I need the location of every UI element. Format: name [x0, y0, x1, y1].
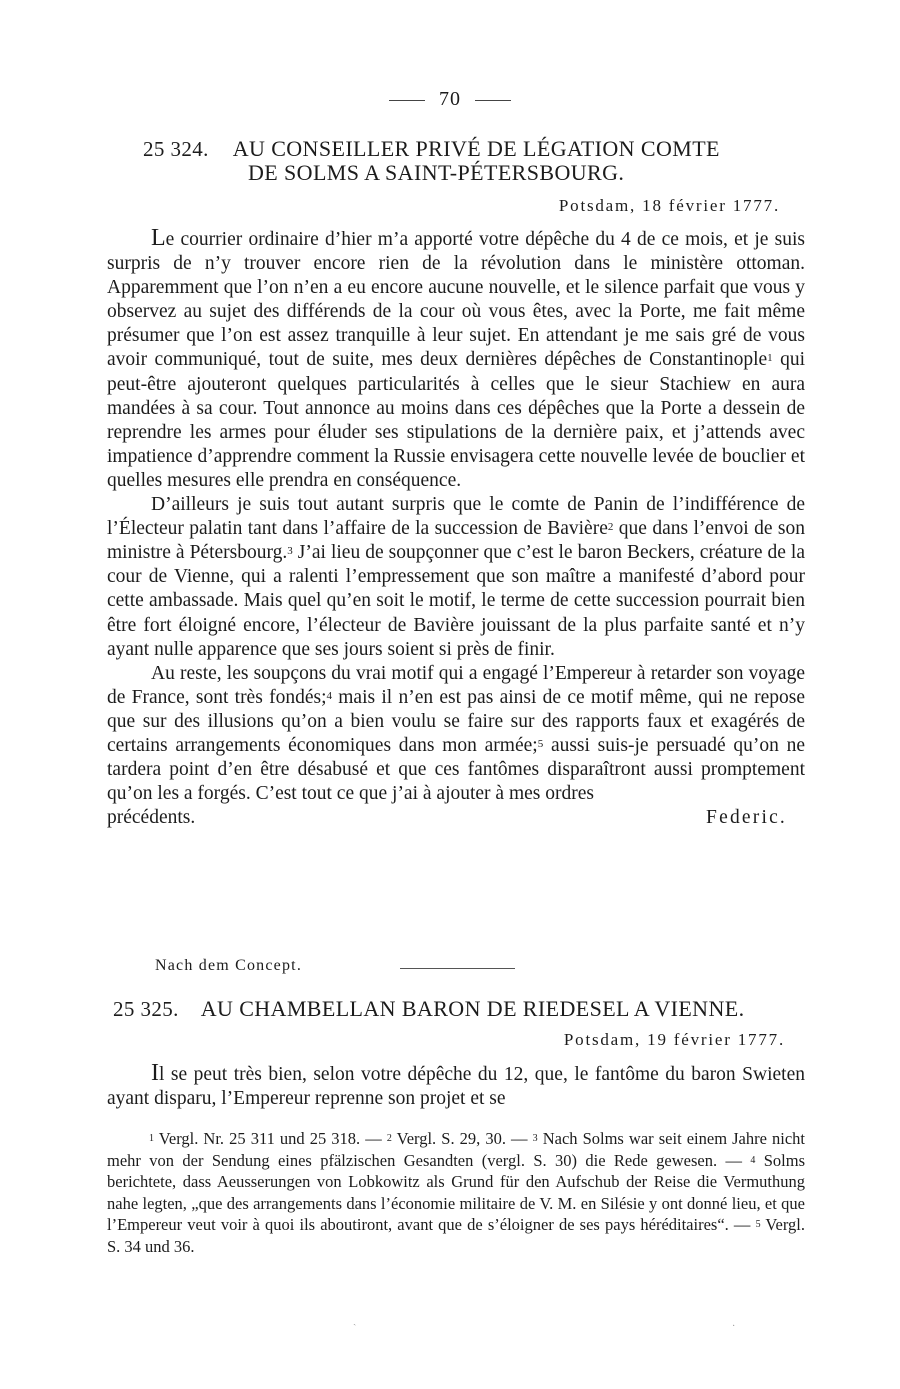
footnote-marker: 4: [750, 1154, 756, 1166]
paragraph-text: qui peut-être ajouteront quelques particularités à celles que le sieur Stachiew en aura mandées à sa cour. Tout annonce au moins dans ces dépêches que la Porte a dessein de reprendre les armes pour éluder ses stipulations de la dernière paix, et j’attends avec impatience d’apprendre comment la Russie envisagera cette nouvelle levée de bouclier et quelles mesures elle prendra en conséquence.: [107, 349, 805, 491]
page-number-left-rule: [389, 100, 425, 101]
page-number: [0, 88, 900, 111]
letter-paragraph: Il se peut très bien, selon votre dépêche du 12, que, le fantôme du baron Swieten ayant disparu, l’Empereur reprenne son projet et se: [107, 1060, 805, 1110]
footnote-text: Solms berichtete, dass Aeusserungen von Lobkowitz als Grund für den Aufschub der Reise die Vermuthung nahe legten, „que des arrangements dans l’économie militaire de V. M. en Silésie y ont donné lieu, et que l’Empereur veut voir à quoi ils aboutiront, avant que de s’éloigner de ses pays héréditaires“. —: [107, 1150, 805, 1234]
print-speck: ·: [732, 1321, 736, 1332]
letter-number: 25 324.: [143, 137, 209, 161]
closing-word: précédents.: [107, 807, 196, 829]
paragraph-text: que dans l’envoi de son ministre à Pétersbourg.: [107, 518, 805, 564]
footnote-marker: 2: [607, 521, 614, 534]
letter-number: 25 325.: [113, 997, 179, 1021]
paragraph-text: Au reste, les soupçons du vrai motif qui a engagé l’Empereur à retarder son voyage de France, sont très fondés;: [107, 662, 805, 708]
signature: Federic.: [706, 807, 787, 829]
paragraph-text: D’ailleurs je suis tout autant surpris que le comte de Panin de l’indifférence de l’Électeur palatin tant dans l’affaire de la succession de Bavière: [107, 494, 805, 540]
letter-separator: [400, 968, 515, 969]
page-number-right-rule: [475, 100, 511, 101]
letter-paragraph: [107, 226, 805, 493]
footnote-marker: 4: [326, 689, 332, 702]
letter-heading-line1: AU CONSEILLER PRIVÉ DE LÉGATION COMTE: [232, 136, 720, 161]
letter-paragraph: [107, 493, 805, 662]
footnote-marker: 3: [287, 545, 293, 558]
letter-body-25325: [107, 1061, 805, 1111]
footnote-block: [107, 1128, 805, 1257]
letter-heading-line1: AU CHAMBELLAN BARON DE RIEDESEL A VIENNE.: [200, 996, 745, 1021]
paragraph-text: Le courrier ordinaire d’hier m’a apporté votre dépêche du 4 de ce mois, et je suis surpris de n’y trouver encore rien de la révolution dans le ministère ottoman. Apparemment que l’on n’en a eu encore aucune nouvelle, et le silence parfait que vous y observez au sujet des différends de la cour où vous êtes, avec la Porte, me fait même présumer que l’on est assez tranquille à leur sujet. En attendant je me sais gré de vous avoir communiqué, tout de suite, mes deux dernières dépêches de Constantinople: [107, 225, 805, 371]
footnote-text: Vergl. S. 29, 30. —: [391, 1129, 533, 1148]
letter-heading-line2: DE SOLMS A SAINT-PÉTERSBOURG.: [248, 160, 625, 185]
footnote-text: Nach Solms war seit einem Jahre nicht mehr von der Sendung eines pfälzischen Gesandten (vergl. S. 30) die Rede gewesen. —: [107, 1129, 805, 1170]
footnote-marker: 2: [386, 1133, 392, 1144]
footnote-marker: 3: [532, 1133, 538, 1144]
paragraph-text: aussi suis-je persuadé qu’on ne tardera point d’en être désabusé et que ces fantômes disparaîtront aussi promptement qu’on les a forgés. C’est tout ce que j’ai à ajouter à mes ordres: [107, 734, 805, 805]
footnote-marker: 1: [149, 1133, 154, 1144]
footnote-text: Vergl. S. 34 und 36.: [107, 1215, 805, 1256]
paragraph-text: J’ai lieu de soupçonner que c’est le baron Beckers, créature de la cour de Vienne, qui a ralenti l’empressement que son maître a manifesté d’abord pour cette ambassade. Mais quel qu’en soit le motif, le terme de cette succession pourrait bien être fort éloigné encore, l’électeur de Bavière jouissant de la plus parfaite santé et n’y ayant nulle apparence que ses jours soient si près de finir.: [107, 542, 805, 660]
letter-dateline: Potsdam, 19 février 1777.: [563, 1030, 785, 1049]
footnote-marker: 5: [537, 737, 544, 750]
source-note: Nach dem Concept.: [155, 957, 303, 974]
letter-paragraph: [107, 662, 805, 807]
footnote-text: Vergl. Nr. 25 311 und 25 318. —: [154, 1129, 387, 1148]
letter-dateline: Potsdam, 18 février 1777.: [558, 196, 780, 215]
closing-line: [107, 806, 805, 830]
page-number-text: 70: [439, 88, 461, 110]
footnote-marker: 1: [767, 352, 773, 365]
paragraph-text: mais il n’en est pas ainsi de ce motif même, qui ne repose que sur des illusions qu’on a bien voulu se faire sur des rapports faux et exagérés de certains arrangements économiques dans mon armée;: [107, 686, 805, 756]
footnotes: [107, 1128, 805, 1257]
print-speck: ˏ: [353, 1315, 357, 1326]
footnote-marker: 5: [755, 1219, 761, 1230]
letter-body-25324: [107, 226, 805, 830]
